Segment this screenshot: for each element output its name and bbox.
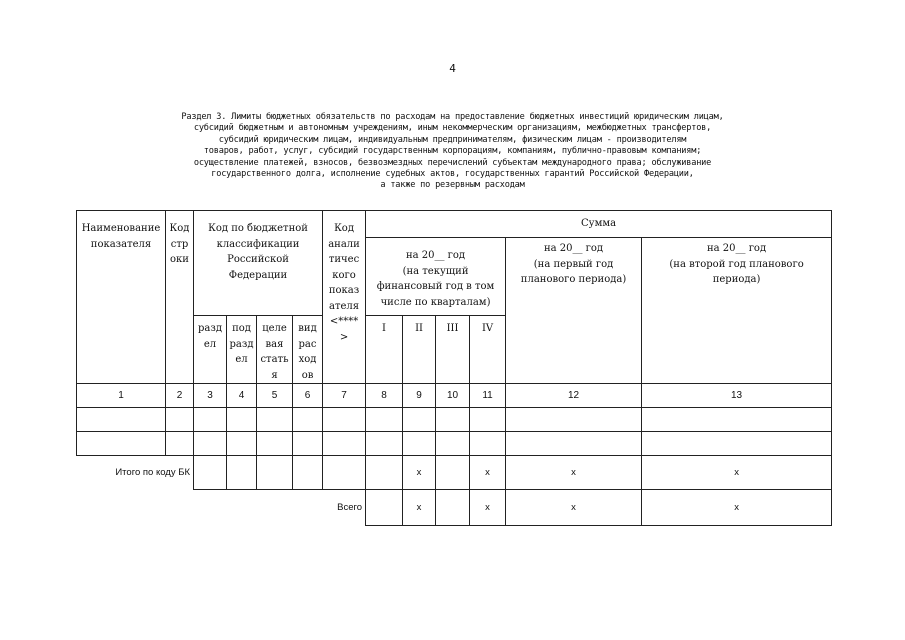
subheader-subsection: под разд ел — [227, 316, 257, 384]
header-line-code: Код стр оки — [166, 211, 194, 384]
spacer — [194, 490, 323, 526]
table-cell[interactable] — [257, 432, 293, 456]
x-mark: x — [470, 490, 506, 526]
x-mark: x — [470, 456, 506, 490]
table-cell[interactable] — [194, 432, 227, 456]
column-number: 13 — [642, 384, 832, 408]
table-cell[interactable] — [436, 432, 470, 456]
table-cell[interactable] — [166, 408, 194, 432]
subheader-quarter-1: I — [366, 316, 403, 384]
header-analytic-code: Код анали тичес кого показ ателя <**** > — [323, 211, 366, 384]
column-number: 2 — [166, 384, 194, 408]
section-title-line: государственного долга, исполнение судебных актов, государственных гарантий Российской Федерации, — [211, 169, 694, 180]
column-number-row — [77, 384, 832, 408]
header-current-year: на 20__ год (на текущий финансовый год в том числе по кварталам) — [366, 238, 506, 316]
table-cell[interactable] — [323, 432, 366, 456]
header-sum: Сумма — [366, 211, 832, 238]
column-number: 8 — [366, 384, 403, 408]
table-cell[interactable] — [293, 456, 323, 490]
table-cell[interactable] — [436, 456, 470, 490]
table-cell[interactable] — [293, 408, 323, 432]
table-cell[interactable] — [323, 408, 366, 432]
subheader-quarter-3: III — [436, 316, 470, 384]
total-row — [77, 490, 832, 526]
column-number: 10 — [436, 384, 470, 408]
table-cell[interactable] — [227, 432, 257, 456]
x-mark: x — [403, 490, 436, 526]
column-number: 7 — [323, 384, 366, 408]
section-title-line: товаров, работ, услуг, субсидий государственным корпорациям, компаниям, публично-правовым компаниям; — [203, 146, 702, 157]
subheader-section: разд ел — [194, 316, 227, 384]
table-cell[interactable] — [366, 490, 403, 526]
section-title-line: Раздел 3. Лимиты бюджетных обязательств по расходам на предоставление бюджетных инвестиций юридическим лицам, — [181, 112, 724, 122]
subheader-quarter-2: II — [403, 316, 436, 384]
table-cell[interactable] — [366, 432, 403, 456]
table-cell[interactable] — [506, 408, 642, 432]
x-mark: x — [642, 456, 832, 490]
table-cell[interactable] — [436, 490, 470, 526]
table-cell[interactable] — [194, 408, 227, 432]
subheader-target-article: целе вая стать я — [257, 316, 293, 384]
table-cell[interactable] — [506, 432, 642, 456]
total-label: Всего — [337, 502, 363, 513]
header-second-plan-year: на 20__ год (на второй год планового периода) — [642, 238, 832, 384]
table-cell[interactable] — [257, 408, 293, 432]
section-title — [80, 112, 825, 192]
table-cell[interactable] — [77, 432, 166, 456]
table-cell[interactable] — [470, 432, 506, 456]
x-mark: x — [403, 456, 436, 490]
table-cell[interactable] — [642, 432, 832, 456]
x-mark: x — [506, 490, 642, 526]
limits-table — [76, 210, 832, 526]
column-number: 12 — [506, 384, 642, 408]
section-title-line: субсидий юридическим лицам, индивидуальным предпринимателям, физическим лицам - производителям — [218, 134, 687, 145]
table-cell[interactable] — [227, 456, 257, 490]
spacer — [77, 490, 194, 526]
table-cell[interactable] — [470, 408, 506, 432]
table-cell[interactable] — [166, 432, 194, 456]
column-number: 3 — [194, 384, 227, 408]
column-number: 5 — [257, 384, 293, 408]
table-cell[interactable] — [323, 456, 366, 490]
table-cell[interactable] — [77, 408, 166, 432]
subheader-expense-type: вид рас ход ов — [293, 316, 323, 384]
x-mark: x — [506, 456, 642, 490]
x-mark: x — [642, 490, 832, 526]
table-cell[interactable] — [194, 456, 227, 490]
table-row — [77, 432, 832, 456]
table-cell[interactable] — [227, 408, 257, 432]
table-row — [77, 408, 832, 432]
section-title-line: субсидий бюджетным и автономным учреждениям, иным некоммерческим организациям, межбюджетных трансфертов, — [193, 123, 712, 134]
section-title-line: а также по резервным расходам — [380, 180, 525, 191]
column-number: 4 — [227, 384, 257, 408]
page-number: 4 — [449, 62, 456, 75]
table-cell[interactable] — [436, 408, 470, 432]
table-cell[interactable] — [293, 432, 323, 456]
total-by-bk-row — [77, 456, 832, 490]
header-name: Наименование показателя — [77, 211, 166, 384]
column-number: 6 — [293, 384, 323, 408]
table-cell[interactable] — [642, 408, 832, 432]
column-number: 11 — [470, 384, 506, 408]
table-cell[interactable] — [403, 408, 436, 432]
table-cell[interactable] — [366, 408, 403, 432]
subheader-quarter-4: IV — [470, 316, 506, 384]
table-cell[interactable] — [257, 456, 293, 490]
header-first-plan-year: на 20__ год (на первый год планового периода) — [506, 238, 642, 384]
header-budget-classification: Код по бюджетной классификации Российской Федерации — [194, 211, 323, 316]
table-cell[interactable] — [366, 456, 403, 490]
total-by-bk-label: Итого по коду БК — [115, 467, 190, 478]
column-number: 1 — [77, 384, 166, 408]
column-number: 9 — [403, 384, 436, 408]
section-title-line: осуществление платежей, взносов, безвозмездных перечислений субъектам международного права; обслуживание — [193, 157, 712, 168]
table-cell[interactable] — [403, 432, 436, 456]
